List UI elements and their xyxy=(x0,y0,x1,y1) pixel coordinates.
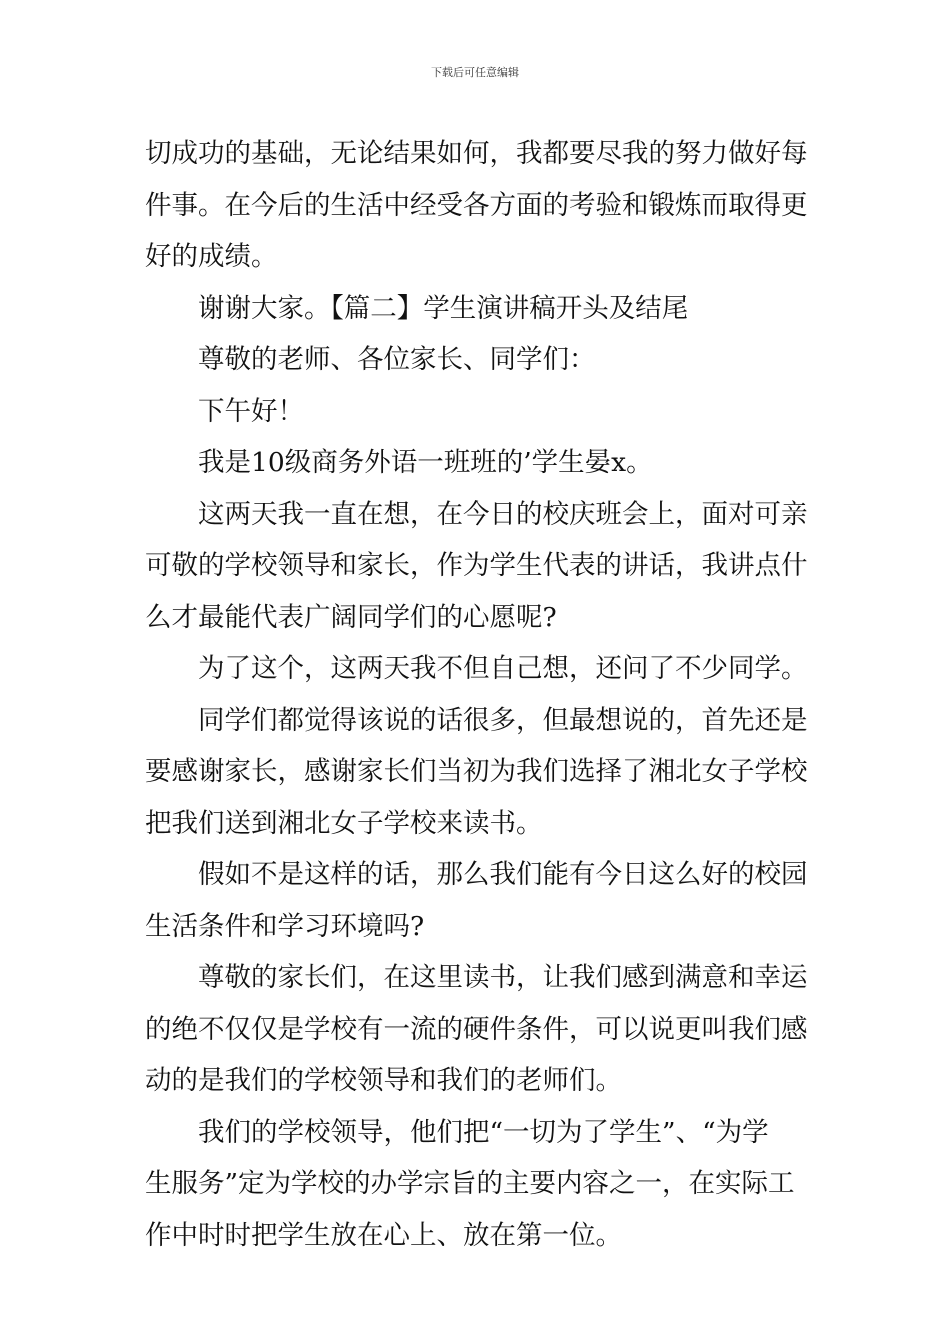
paragraph-line: 么才最能代表广阔同学们的心愿呢? xyxy=(145,601,557,633)
paragraph xyxy=(145,849,809,952)
paragraph-line: 要感谢家长，感谢家长们当初为我们选择了湘北女子学校 xyxy=(145,756,808,787)
paragraph-line: 尊敬的老师、各位家长、同学们： xyxy=(198,344,596,375)
paragraph-line: 把我们送到湘北女子学校来读书。 xyxy=(145,807,543,839)
paragraph-line: 生活条件和学习环境吗? xyxy=(145,910,425,942)
paragraph xyxy=(145,334,809,386)
paragraph-line: 我们的学校领导，他们把“一切为了学生”、“为学 xyxy=(198,1116,769,1148)
paragraph-line: 作中时时把学生放在心上、放在第一位。 xyxy=(145,1219,622,1251)
paragraph-line: 动的是我们的学校领导和我们的老师们。 xyxy=(145,1065,622,1096)
paragraph-line: 的绝不仅仅是学校有一流的硬件条件，可以说更叫我们感 xyxy=(145,1013,808,1045)
paragraph-line: 假如不是这样的话，那么我们能有今日这么好的校园 xyxy=(198,859,808,890)
paragraph xyxy=(145,128,809,283)
paragraph-line: 我是10级商务外语一班班的’学生晏x。 xyxy=(198,447,653,478)
paragraph-line: 为了这个，这两天我不但自己想，还问了不少同学。 xyxy=(198,653,808,684)
paragraph-line: 尊敬的家长们，在这里读书，让我们感到满意和幸运 xyxy=(198,962,808,993)
paragraph-line: 切成功的基础，无论结果如何，我都要尽我的努力做好每 xyxy=(145,138,808,169)
paragraph-line: 可敬的学校领导和家长，作为学生代表的讲话，我讲点什 xyxy=(145,550,808,581)
paragraph xyxy=(145,437,809,489)
paragraph xyxy=(145,386,809,438)
paragraph xyxy=(145,1107,809,1262)
paragraph-line: 下午好！ xyxy=(198,395,304,427)
paragraph xyxy=(145,283,809,335)
paragraph xyxy=(145,489,809,644)
paragraph-line: 谢谢大家。【篇二】学生演讲稿开头及结尾 xyxy=(198,292,689,324)
paragraph-line: 件事。在今后的生活中经受各方面的考验和锻炼而取得更 xyxy=(145,189,808,221)
page-header-note: 下载后可任意编辑 xyxy=(431,66,519,79)
paragraph-line: 好的成绩。 xyxy=(145,241,278,272)
paragraph xyxy=(145,643,809,695)
paragraph-line: 生服务”定为学校的办学宗旨的主要内容之一，在实际工 xyxy=(145,1168,795,1199)
paragraph-line: 这两天我一直在想，在今日的校庆班会上，面对可亲 xyxy=(198,498,808,530)
document-body xyxy=(145,128,809,1261)
paragraph xyxy=(145,695,809,850)
paragraph xyxy=(145,952,809,1107)
paragraph-line: 同学们都觉得该说的话很多，但最想说的，首先还是 xyxy=(198,704,808,736)
